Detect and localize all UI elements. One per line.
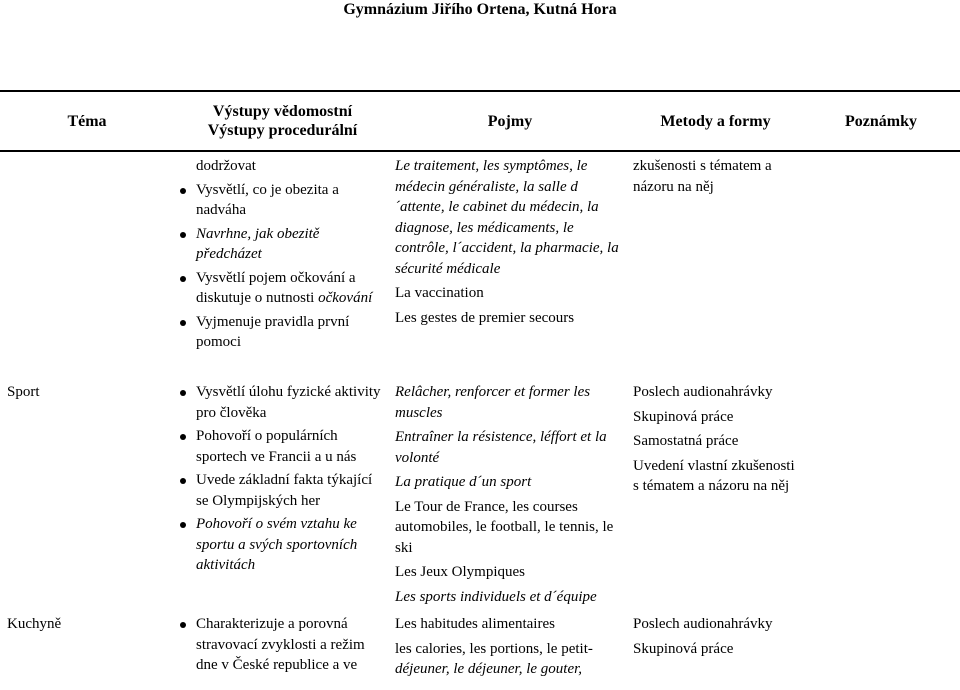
header-vystupy-vedomostni: Výstupy vědomostní <box>212 103 353 120</box>
tema-cell: Sport <box>7 384 40 400</box>
list-item: Charakterizuje a porovná stravovací zvyklosti a režim dne v České republice a ve <box>178 614 387 676</box>
vystupy-lead: dodržovat <box>196 158 256 174</box>
header-metody: Metody a formy <box>629 91 802 151</box>
pojmy-text: Les gestes de premier secours <box>395 309 575 326</box>
metody-cell <box>629 610 802 690</box>
pojmy-text: Relâcher, renforcer et former les muscles <box>395 384 591 421</box>
pojmy-text: Le Tour de France, les courses automobiles, le football, le tennis, le ski <box>395 498 614 556</box>
bullet-icon <box>180 188 186 194</box>
list-item: Navrhne, jak obezitě předcházet <box>178 224 387 265</box>
vystupy-list <box>178 614 387 676</box>
table-row <box>0 151 960 378</box>
metody-cell <box>629 151 802 378</box>
bullet-icon <box>180 522 186 528</box>
vystupy-cell <box>174 151 391 378</box>
table-header-row <box>0 91 960 151</box>
tema-cell <box>0 151 174 378</box>
vystupy-list <box>178 156 387 353</box>
metody-text: Samostatná práce <box>633 433 739 449</box>
metody-text: Skupinová práce <box>633 640 734 657</box>
list-item: Vysvětlí, co je obezita a nadváha <box>178 180 387 221</box>
poznamky-cell <box>802 151 960 378</box>
pojmy-text: Le traitement, les symptômes, le médecin généraliste, la salle d´attente, le cabinet du médecin, la diagnose, les médicaments, le contrôle, l´accident, la pharmacie, la sécurité médicale <box>395 158 619 277</box>
header-vystupy <box>174 91 391 151</box>
metody-text: Uvedení vlastní zkušenosti s tématem a názoru na něj <box>633 457 795 494</box>
header-tema: Téma <box>0 91 174 151</box>
header-vystupy-proceduralni: Výstupy procedurální <box>207 122 358 139</box>
pojmy-text: La pratique d´un sport <box>395 474 532 490</box>
header-pojmy: Pojmy <box>391 91 629 151</box>
pojmy-cell <box>391 151 629 378</box>
pojmy-text: Entraîner la résistence, léffort et la volonté <box>395 429 607 466</box>
bullet-icon <box>180 276 186 282</box>
bullet-icon <box>180 320 186 326</box>
bullet-icon <box>180 434 186 440</box>
pojmy-cell <box>391 610 629 690</box>
pojmy-text: Les Jeux Olympiques <box>395 564 525 580</box>
metody-text: Poslech audionahrávky <box>633 384 773 400</box>
list-item: Pohovoří o populárních sportech ve Francii a u nás <box>178 426 387 467</box>
table-row <box>0 610 960 690</box>
pojmy-text: Les habitudes alimentaires <box>395 616 555 632</box>
pojmy-text: Les sports individuels et d´équipe <box>395 588 597 605</box>
metody-text: Skupinová práce <box>633 408 734 425</box>
bullet-icon <box>180 390 186 396</box>
vystupy-cell <box>174 610 391 690</box>
header-poznamky: Poznámky <box>802 91 960 151</box>
list-item: Pohovoří o svém vztahu ke sportu a svých sportovních aktivitách <box>178 514 387 576</box>
tema-cell: Kuchyně <box>7 616 62 632</box>
metody-text: Poslech audionahrávky <box>633 616 773 632</box>
list-item: Uvede základní fakta týkající se Olympijských her <box>178 470 387 511</box>
poznamky-cell <box>802 610 960 690</box>
bullet-icon <box>180 622 186 628</box>
pojmy-cell <box>391 378 629 610</box>
list-item: Vyjmenuje pravidla první pomoci <box>178 312 387 353</box>
list-item: Vysvětlí úlohu fyzické aktivity pro člověka <box>178 382 387 423</box>
metody-text: zkušenosti s tématem a názoru na něj <box>633 158 772 195</box>
list-item: Vysvětlí pojem očkování a diskutuje o nutnosti očkování <box>178 268 387 309</box>
curriculum-table <box>0 90 960 690</box>
vystupy-list <box>178 382 387 576</box>
bullet-icon <box>180 232 186 238</box>
metody-cell <box>629 378 802 610</box>
pojmy-text: La vaccination <box>395 285 484 301</box>
pojmy-text: les calories, les portions, le petit-déjeuner, le déjeuner, le gouter, <box>395 640 593 677</box>
vystupy-cell <box>174 378 391 610</box>
document-title: Gymnázium Jiřího Ortena, Kutná Hora <box>343 1 617 18</box>
table-row <box>0 378 960 610</box>
poznamky-cell <box>802 378 960 610</box>
bullet-icon <box>180 478 186 484</box>
